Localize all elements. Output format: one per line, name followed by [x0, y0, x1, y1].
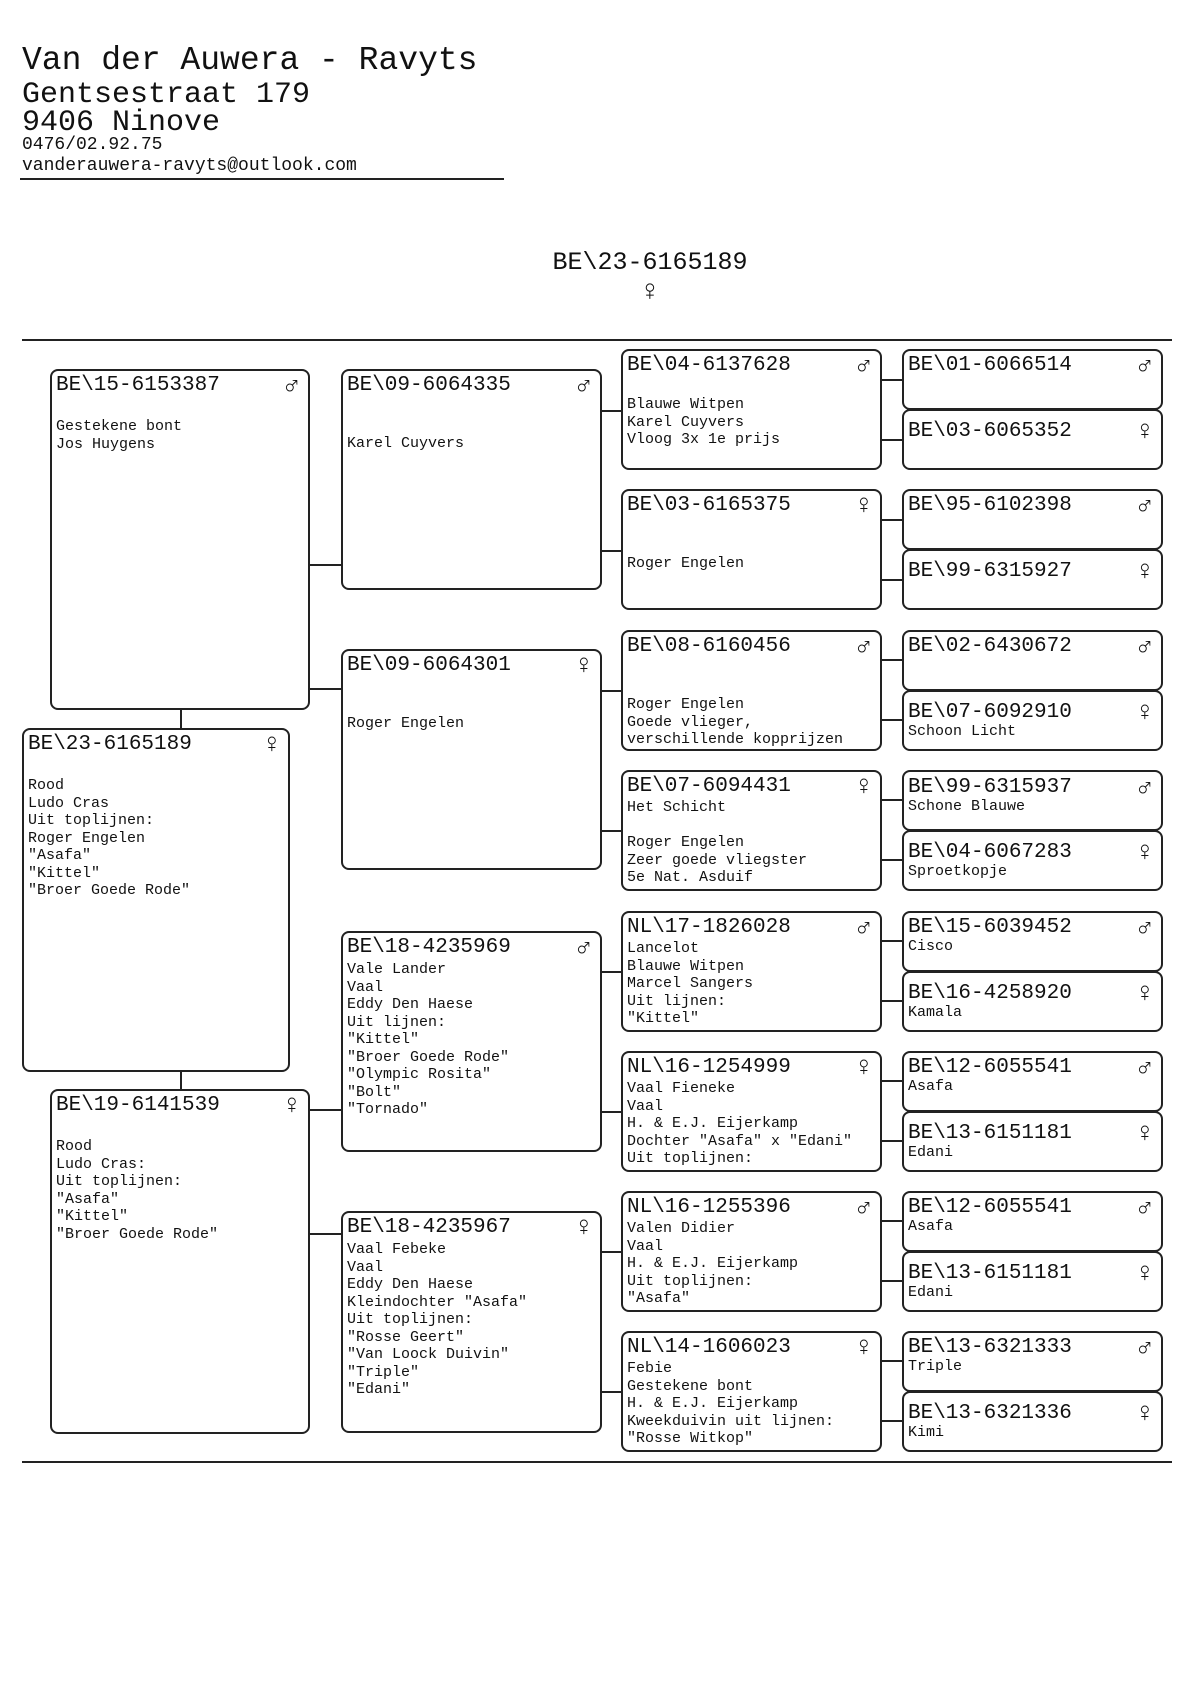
female-sex-icon: ♀ — [1136, 418, 1153, 448]
subject-ring-title: BE\23-6165189 — [552, 248, 748, 277]
female-sex-icon: ♀ — [1136, 839, 1153, 869]
pigeon-details: Vaal Febeke Vaal Eddy Den Haese Kleindochter "Asafa" Uit toplijnen: "Rosse Geert" "Van Loock Duivin" "Triple" "Edani" — [347, 1241, 528, 1398]
pedigree-card-gen4-5[interactable] — [902, 630, 1163, 691]
pedigree-card-gen3-3[interactable] — [621, 630, 882, 751]
pigeon-details: Lancelot Blauwe Witpen Marcel Sangers Uit lijnen: "Kittel" — [627, 940, 754, 1027]
ring-number: BE\07-6092910 — [908, 701, 1072, 724]
female-sex-icon: ♀ — [1136, 1400, 1153, 1430]
pedigree-card-mother[interactable] — [50, 1089, 310, 1434]
ring-number: BE\99-6315937 — [908, 776, 1072, 799]
male-sex-icon: ♂ — [855, 352, 872, 382]
pedigree-card-gen3-5[interactable] — [621, 911, 882, 1032]
pedigree-card-gen4-10[interactable] — [902, 971, 1163, 1032]
pigeon-details: Asafa — [908, 1218, 954, 1235]
pedigree-card-gen3-7[interactable] — [621, 1191, 882, 1312]
ring-number: BE\13-6321333 — [908, 1336, 1072, 1359]
pedigree-card-gen2-2[interactable] — [341, 649, 602, 870]
pedigree-card-gen4-16[interactable] — [902, 1391, 1163, 1452]
ring-number: BE\08-6160456 — [627, 635, 791, 658]
pedigree-card-gen2-4[interactable] — [341, 1211, 602, 1433]
pigeon-details: Vale Lander Vaal Eddy Den Haese Uit lijnen: "Kittel" "Broer Goede Rode" "Olympic Rosita" "Bolt" "Tornado" — [347, 961, 510, 1118]
ring-number: BE\04-6067283 — [908, 841, 1072, 864]
breeder-name: Van der Auwera - Ravyts — [22, 42, 478, 79]
pedigree-card-gen4-1[interactable] — [902, 349, 1163, 410]
pigeon-details: Rood Ludo Cras Uit toplijnen: Roger Engelen "Asafa" "Kittel" "Broer Goede Rode" — [28, 777, 191, 899]
breeder-phone: 0476/02.92.75 — [22, 135, 163, 155]
ring-number: BE\99-6315927 — [908, 560, 1072, 583]
female-sex-icon: ♀ — [855, 773, 872, 803]
pigeon-details: Rood Ludo Cras: Uit toplijnen: "Asafa" "Kittel" "Broer Goede Rode" — [56, 1138, 219, 1243]
male-sex-icon: ♂ — [575, 372, 592, 402]
female-sex-icon: ♀ — [855, 1054, 872, 1084]
ring-number: BE\04-6137628 — [627, 354, 791, 377]
pedigree-card-gen4-11[interactable] — [902, 1051, 1163, 1112]
pigeon-details: Kimi — [908, 1424, 945, 1441]
pigeon-details: Blauwe Witpen Karel Cuyvers Vloog 3x 1e prijs — [627, 396, 781, 448]
pigeon-details: Roger Engelen — [627, 555, 745, 572]
ring-number: BE\12-6055541 — [908, 1196, 1072, 1219]
male-sex-icon: ♂ — [1136, 1194, 1153, 1224]
pedigree-card-gen2-3[interactable] — [341, 931, 602, 1152]
ring-number: BE\12-6055541 — [908, 1056, 1072, 1079]
pedigree-card-gen4-14[interactable] — [902, 1251, 1163, 1312]
pedigree-card-gen4-7[interactable] — [902, 770, 1163, 831]
ring-number: NL\16-1255396 — [627, 1196, 791, 1219]
ring-number: BE\23-6165189 — [28, 733, 192, 756]
male-sex-icon: ♂ — [1136, 492, 1153, 522]
male-sex-icon: ♂ — [1136, 914, 1153, 944]
pigeon-details: Edani — [908, 1284, 954, 1301]
ring-number: BE\16-4258920 — [908, 982, 1072, 1005]
male-sex-icon: ♂ — [1136, 774, 1153, 804]
female-sex-icon: ♀ — [1136, 558, 1153, 588]
ring-number: NL\14-1606023 — [627, 1336, 791, 1359]
male-sex-icon: ♂ — [1136, 1054, 1153, 1084]
pigeon-details: Kamala — [908, 1004, 963, 1021]
pedigree-card-gen4-15[interactable] — [902, 1331, 1163, 1392]
pedigree-card-gen4-8[interactable] — [902, 830, 1163, 891]
male-sex-icon: ♂ — [855, 1194, 872, 1224]
male-sex-icon: ♂ — [855, 633, 872, 663]
ring-number: BE\19-6141539 — [56, 1094, 220, 1117]
pigeon-details: Valen Didier Vaal H. & E.J. Eijerkamp Uit toplijnen: "Asafa" — [627, 1220, 799, 1307]
ring-number: BE\09-6064301 — [347, 654, 511, 677]
pigeon-details: Vaal Fieneke Vaal H. & E.J. Eijerkamp Dochter "Asafa" x "Edani" Uit toplijnen: — [627, 1080, 853, 1167]
female-sex-icon: ♀ — [855, 1334, 872, 1364]
female-sex-icon: ♀ — [575, 1214, 592, 1244]
female-sex-icon: ♀ — [1136, 699, 1153, 729]
ring-number: BE\13-6151181 — [908, 1122, 1072, 1145]
pedigree-card-gen3-8[interactable] — [621, 1331, 882, 1452]
female-sex-icon: ♀ — [283, 1092, 300, 1122]
ring-number: NL\16-1254999 — [627, 1056, 791, 1079]
pedigree-card-subject[interactable] — [22, 728, 290, 1072]
pigeon-details: Febie Gestekene bont H. & E.J. Eijerkamp Kweekduivin uit lijnen: "Rosse Witkop" — [627, 1360, 835, 1447]
male-sex-icon: ♂ — [1136, 352, 1153, 382]
pigeon-details: Roger Engelen Goede vlieger, verschillende kopprijzen — [627, 696, 844, 748]
female-sex-icon: ♀ — [1136, 980, 1153, 1010]
pedigree-card-gen4-12[interactable] — [902, 1111, 1163, 1172]
pigeon-details: Edani — [908, 1144, 954, 1161]
male-sex-icon: ♂ — [855, 914, 872, 944]
ring-number: BE\03-6165375 — [627, 494, 791, 517]
male-sex-icon: ♂ — [1136, 633, 1153, 663]
pedigree-card-gen4-2[interactable] — [902, 409, 1163, 470]
pigeon-details: Asafa — [908, 1078, 954, 1095]
pigeon-details: Cisco — [908, 938, 954, 955]
female-sex-icon: ♀ — [855, 492, 872, 522]
pigeon-details: Het Schicht Roger Engelen Zeer goede vliegster 5e Nat. Asduif — [627, 799, 808, 886]
pigeon-details: Triple — [908, 1358, 963, 1375]
ring-number: BE\13-6151181 — [908, 1262, 1072, 1285]
ring-number: BE\15-6153387 — [56, 374, 220, 397]
female-sex-icon: ♀ — [1136, 1120, 1153, 1150]
pigeon-details: Gestekene bont Jos Huygens — [56, 418, 183, 453]
pigeon-details: Karel Cuyvers — [347, 435, 465, 452]
ring-number: BE\09-6064335 — [347, 374, 511, 397]
ring-number: BE\07-6094431 — [627, 775, 791, 798]
female-sex-icon: ♀ — [575, 652, 592, 682]
male-sex-icon: ♂ — [575, 934, 592, 964]
male-sex-icon: ♂ — [1136, 1334, 1153, 1364]
pigeon-details: Roger Engelen — [347, 715, 465, 732]
female-sex-icon: ♀ — [263, 731, 280, 761]
breeder-city: 9406 Ninove — [22, 106, 221, 140]
ring-number: BE\13-6321336 — [908, 1402, 1072, 1425]
pedigree-card-gen4-9[interactable] — [902, 911, 1163, 972]
pedigree-card-gen4-4[interactable] — [902, 549, 1163, 610]
breeder-street: Gentsestraat 179 — [22, 78, 311, 112]
ring-number: BE\18-4235969 — [347, 936, 511, 959]
pigeon-details: Schoon Licht — [908, 723, 1017, 740]
pigeon-details: Sproetkopje — [908, 863, 1008, 880]
female-sex-icon: ♀ — [1136, 1260, 1153, 1290]
pedigree-card-gen4-13[interactable] — [902, 1191, 1163, 1252]
pedigree-card-gen2-1[interactable] — [341, 369, 602, 590]
ring-number: BE\18-4235967 — [347, 1216, 511, 1239]
breeder-email: vanderauwera-ravyts@outlook.com — [22, 156, 357, 176]
pedigree-card-gen3-2[interactable] — [621, 489, 882, 610]
ring-number: BE\03-6065352 — [908, 420, 1072, 443]
ring-number: BE\15-6039452 — [908, 916, 1072, 939]
pedigree-card-father[interactable] — [50, 369, 310, 710]
pedigree-card-gen4-3[interactable] — [902, 489, 1163, 550]
pedigree-card-gen3-4[interactable] — [621, 770, 882, 891]
ring-number: BE\02-6430672 — [908, 635, 1072, 658]
pedigree-card-gen3-1[interactable] — [621, 349, 882, 470]
ring-number: BE\95-6102398 — [908, 494, 1072, 517]
pigeon-details: Schone Blauwe — [908, 798, 1026, 815]
subject-sex-icon: ♀ — [641, 276, 659, 309]
male-sex-icon: ♂ — [283, 372, 300, 402]
ring-number: BE\01-6066514 — [908, 354, 1072, 377]
pedigree-card-gen4-6[interactable] — [902, 690, 1163, 751]
pedigree-card-gen3-6[interactable] — [621, 1051, 882, 1172]
ring-number: NL\17-1826028 — [627, 916, 791, 939]
